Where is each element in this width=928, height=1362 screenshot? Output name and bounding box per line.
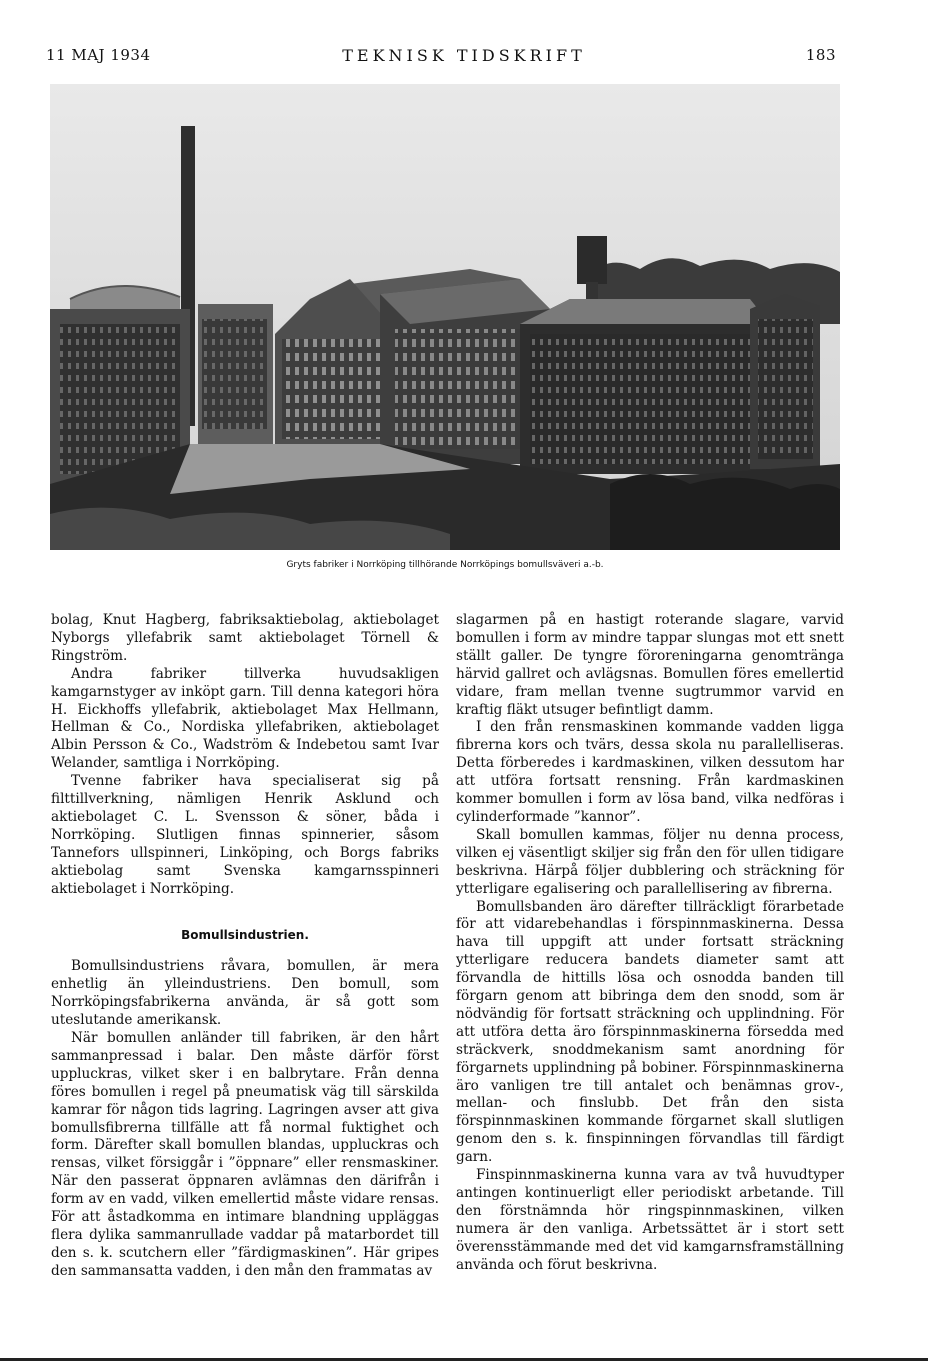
figure-caption: Gryts fabriker i Norrköping tillhörande Norrköpings bomullsväveri a.-b. [286,560,604,570]
paragraph: Skall bomullen kammas, följer nu denna process, vilken ej väsentligt skiljer sig från den för ullen tidigare beskrivna. Härpå följer dubblering och sträckning för ytterligare egalisering och parallellisering av fibrerna. [456,826,844,897]
paragraph: Bomullsindustriens råvara, bomullen, är mera enhetlig än ylleindustriens. Den bomull, som Norrköpingsfabrikerna använda, är så gott som uteslutande amerikansk. [51,958,439,1029]
paragraph: När bomullen anländer till fabriken, är den hårt sammanpressad i balar. Den måste därför först uppluckras, vilket sker i en balbrytare. Från denna föres bomullen i regel på pneumatisk väg till särskilda kamrar för någon tids lagring. Lagringen avser att giva bomullsfibrerna tillfälle att få normal fuktighet och form. Därefter skall bomullen blandas, uppluckras och rensas, vilket försiggår i ”öppnare” eller rensmaskiner. När den passerat öppnaren avlämnas den därifrån i form av en vadd, vilken emellertid måste vidare rensas. För att åstadkomma en intimare blandning uppläggas flera dylika sammanrullade vaddar på matarbordet till den s. k. scutchern eller ”färdigmaskinen”. Här gripes den sammansatta vadden, i den mån den frammatas av [51,1030,439,1279]
header-page-number: 183 [805,46,836,64]
paragraph: Tvenne fabriker hava specialiserat sig på filttillverkning, nämligen Henrik Asklund och aktiebolaget C. L. Svensson & söner, båda i Norrköping. Slutligen finnas spinnerier, såsom Tannefors ullspinneri, Linköping, och Borgs fabriks aktiebolag samt Svenska kamgarnsspinneri aktiebolaget i Norrköping. [51,773,439,897]
left-column [51,612,439,1281]
paragraph: slagarmen på en hastigt roterande slagare, varvid bomullen i form av mindre tappar slungas mot ett snett ställt galler. De tyngre föroreningarna genomtränga härvid gallret och avlägsnas. Bomullen föres emellertid vidare, fram mellan tvenne sugtrummor varvid en kraftig fläkt utsuger befintligt damm. [456,612,844,718]
page-bottom-edge [0,1358,928,1361]
paragraph: Finspinnmaskinerna kunna vara av två huvudtyper antingen kontinuerligt eller periodiskt arbetande. Till den förstnämnda hör ringspinnmaskinen, vilken numera är den vanliga. Arbetssättet är i stort sett överensstämmande med det vid kamgarnsframställning använda och förut beskrivna. [456,1167,844,1273]
right-column [456,612,844,1275]
section-heading: Bomullsindustrien. [181,927,309,942]
paragraph: I den från rensmaskinen kommande vadden ligga fibrerna kors och tvärs, dessa skola nu parallelliseras. Detta förberedes i kardmaskinen, vilken dessutom har att utföra fortsatt rensning. Från kardmaskinen kommer bomullen i form av lösa band, vilka nedföras i cylinderformade ”kannor”. [456,719,844,825]
factory-photograph [50,84,840,550]
header-date: 11 MAJ 1934 [46,46,151,64]
header-journal-title: TEKNISK TIDSKRIFT [342,46,586,65]
paragraph: Bomullsbanden äro därefter tillräckligt förarbetade för att vidarebehandlas i förspinnmaskinerna. Dessa hava till uppgift att under fortsatt sträckning ytterligare reducera bandets diameter samt att förvandla de hittills lösa och osnodda banden till förgarn genom att bibringa dem den snodd, som är nödvändig för fortsatt sträckning och upplindning. För att utföra detta äro förspinnmaskinerna försedda med sträckverk, snoddmekanism samt anordning för förgarnets upplindning på bobiner. Förspinnmaskinerna äro vanligen tre till antalet och benämnas grov-, mellan- och finslubb. Det från den sista förspinnmaskinen kommande förgarnet skall slutligen genom den s. k. finspinningen förvandlas till färdigt garn. [456,898,844,1166]
paragraph: bolag, Knut Hagberg, fabriksaktiebolag, aktiebolaget Nyborgs yllefabrik samt aktiebolaget Törnell & Ringström. [51,612,439,664]
paragraph: Andra fabriker tillverka huvudsakligen kamgarnstyger av inköpt garn. Till denna kategori höra H. Eickhoffs yllefabrik, aktiebolaget Max Hellmann, Hellman & Co., Nordiska yllefabriken, aktiebolaget Albin Persson & Co., Wadström & Indebetou samt Ivar Welander, samtliga i Norrköping. [51,665,439,772]
